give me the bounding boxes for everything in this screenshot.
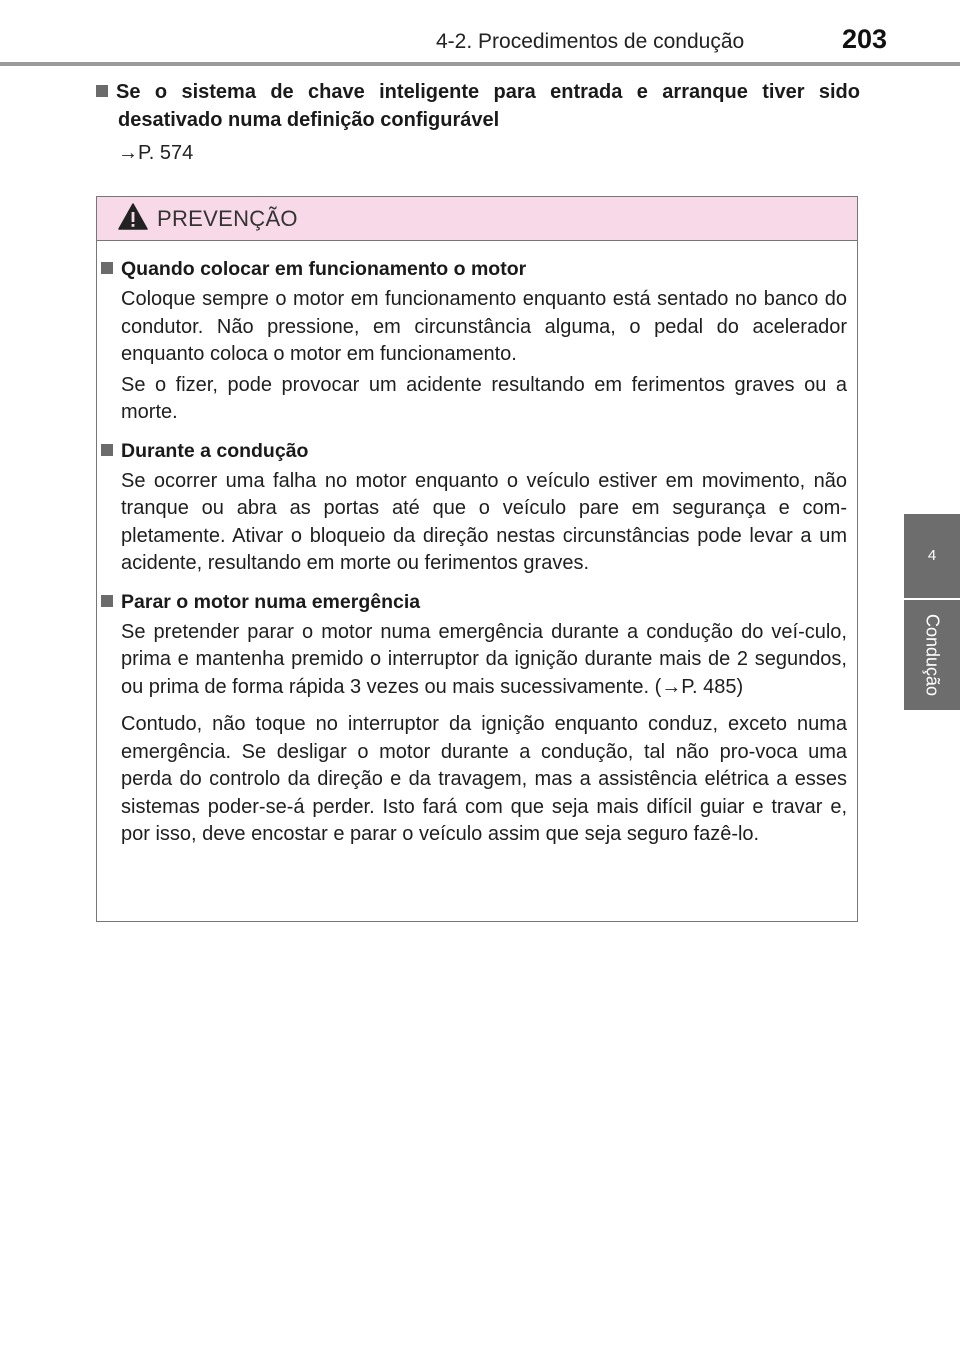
bullet-square-icon: [101, 262, 113, 274]
page-number: 203: [842, 24, 888, 54]
bullet-square-icon: [101, 595, 113, 607]
bullet-square-icon: [101, 444, 113, 456]
warning-body: [101, 255, 847, 849]
heading-text: Parar o motor numa emergência: [121, 590, 421, 613]
header-rule: [0, 62, 960, 66]
warning-box: [96, 196, 858, 922]
intro-page-reference: →P. 574: [118, 142, 194, 164]
heading-text: Durante a condução: [121, 439, 309, 462]
intro-section: [96, 78, 860, 165]
warning-title: PREVENÇÃO: [157, 206, 298, 231]
warning-section-heading: [101, 588, 847, 616]
warning-section-heading: [101, 255, 847, 283]
intro-heading-text: Se o sistema de chave inteligente para entrada e arranque tiver sido desativado numa definição configurável: [116, 81, 860, 131]
page-header: [0, 0, 960, 66]
warning-triangle-icon: [117, 201, 149, 233]
warning-section-heading: [101, 437, 847, 465]
warning-paragraph: Se ocorrer uma falha no motor enquanto o veículo estiver em movimento, não tranque ou abra as portas até que o veículo pare em segurança e com-pletamente. Ativar o bloqueio da direção nestas circunstâncias pode levar a um acidente, resultando em morte ou ferimentos graves.: [121, 469, 847, 574]
bullet-square-icon: [96, 85, 108, 97]
intro-heading: [96, 78, 860, 134]
heading-text: Quando colocar em funcionamento o motor: [121, 258, 527, 280]
warning-paragraph: Contudo, não toque no interruptor da ignição enquanto conduz, exceto numa emergência. Se desligar o motor durante a condução, tal não pro-voca uma perda do controlo da direção e da travagem, mas a assistência elétrica a esses sistemas poder-se-á perder. Isto fará com que seja mais difícil guiar e travar e, por isso, deve encostar e parar o veículo assim que seja seguro fazê-lo.: [121, 713, 847, 845]
section-title: 4-2. Procedimentos de condução: [436, 30, 745, 53]
chapter-label-tab: [904, 600, 960, 710]
warning-paragraph: Se pretender parar o motor numa emergência durante a condução do veí-culo, prima e mantenha premido o interruptor da ignição durante mais de 2 segundos, ou prima de forma rápida 3 vezes ou mais sucessivamente. (→P. 485): [121, 620, 847, 698]
warning-header: [97, 197, 857, 241]
chapter-label: Condução: [922, 613, 943, 697]
warning-paragraph: Se o fizer, pode provocar um acidente resultando em ferimentos graves ou a morte.: [121, 373, 847, 423]
warning-paragraph: Coloque sempre o motor em funcionamento enquanto está sentado no banco do condutor. Não pressione, em circunstância alguma, o pedal do acelerador enquanto coloca o motor em funcionamento.: [121, 288, 847, 365]
chapter-number-tab: 4: [904, 514, 960, 598]
